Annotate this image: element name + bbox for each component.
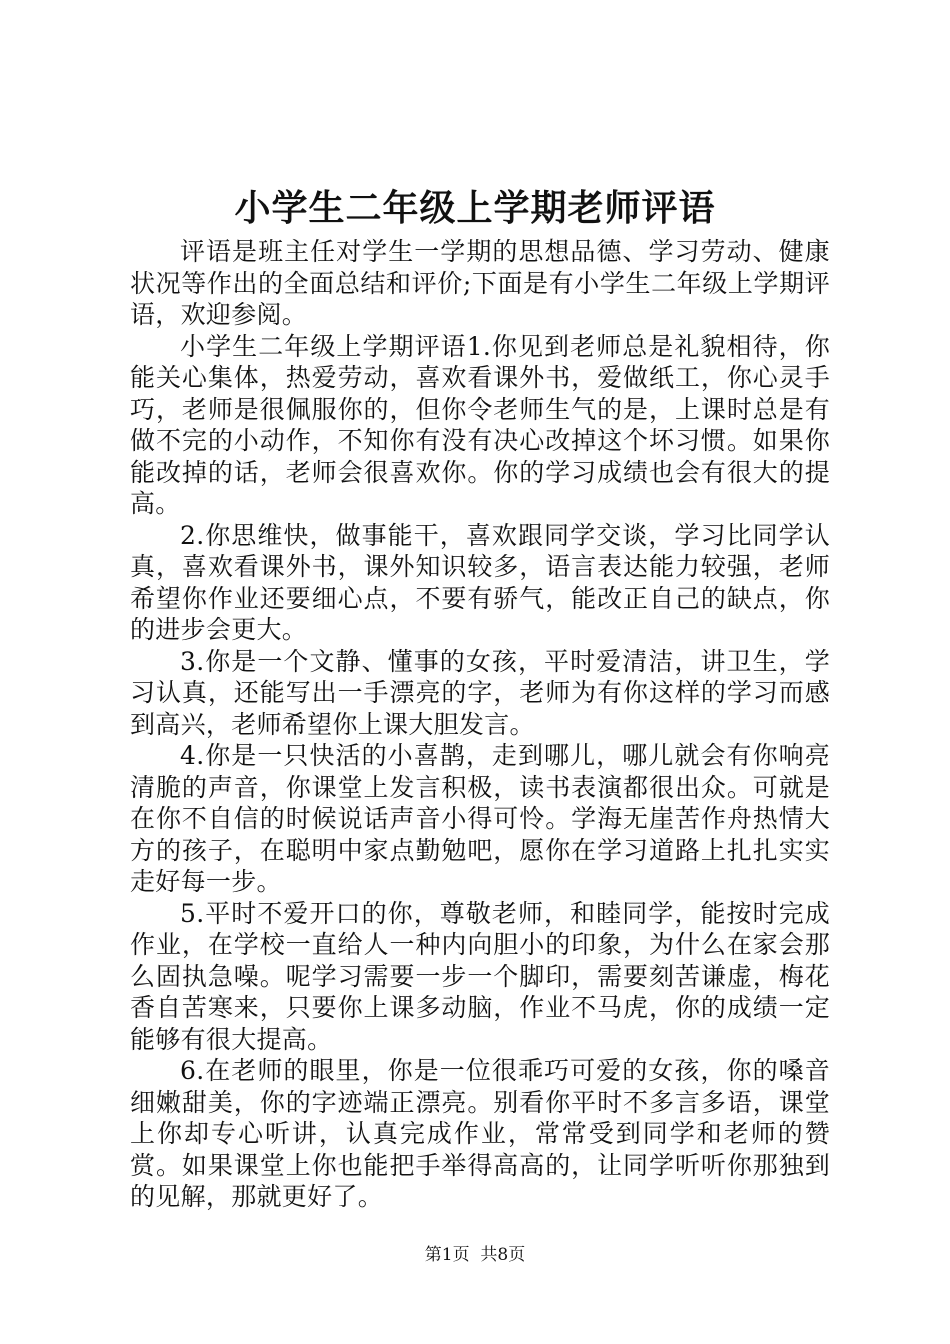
paragraph-intro: 评语是班主任对学生一学期的思想品德、学习劳动、健康状况等作出的全面总结和评价;下面是有小学生二年级上学期评语，欢迎参阅。: [130, 237, 830, 329]
paragraph-comment-4: 4.你是一只快活的小喜鹊，走到哪儿，哪儿就会有你响亮清脆的声音，你课堂上发言积极，读书表演都很出众。可就是在你不自信的时候说话声音小得可怜。学海无崖苦作舟热情大方的孩子，在聪明中家点勤勉吧，愿你在学习道路上扎扎实实走好每一步。: [130, 741, 830, 896]
paragraph-comment-6: 6.在老师的眼里，你是一位很乖巧可爱的女孩，你的嗓音细嫩甜美，你的字迹端正漂亮。别看你平时不多言多语，课堂上你却专心听讲，认真完成作业，常常受到同学和老师的赞赏。如果课堂上你也能把手举得高高的，让同学听听你那独到的见解，那就更好了。: [130, 1056, 830, 1211]
document-body: [130, 236, 830, 1213]
paragraph-comment-3: 3.你是一个文静、懂事的女孩，平时爱清洁，讲卫生，学习认真，还能写出一手漂亮的字，老师为有你这样的学习而感到高兴，老师希望你上课大胆发言。: [130, 646, 830, 739]
page-footer: [0, 1244, 950, 1266]
paragraph-comment-2: 2.你思维快，做事能干，喜欢跟同学交谈，学习比同学认真，喜欢看课外书，课外知识较多，语言表达能力较强，老师希望你作业还要细心点，不要有骄气，能改正自己的缺点，你的进步会更大。: [130, 520, 830, 644]
page-total: 共8页: [480, 1245, 526, 1265]
page-number: 第1页: [424, 1245, 470, 1265]
paragraph-comment-1: 小学生二年级上学期评语1.你见到老师总是礼貌相待，你能关心集体，热爱劳动，喜欢看课外书，爱做纸工，你心灵手巧，老师是很佩服你的，但你令老师生气的是，上课时总是有做不完的小动作，不知你有没有决心改掉这个坏习惯。如果你能改掉的话，老师会很喜欢你。你的学习成绩也会有很大的提高。: [130, 331, 830, 518]
paragraph-comment-5: 5.平时不爱开口的你，尊敬老师，和睦同学，能按时完成作业，在学校一直给人一种内向胆小的印象，为什么在家会那么固执急噪。呢学习需要一步一个脚印，需要刻苦谦虚，梅花香自苦寒来，只要你上课多动脑，作业不马虎，你的成绩一定能够有很大提高。: [130, 898, 830, 1054]
document-title: 小学生二年级上学期老师评语: [234, 187, 716, 229]
